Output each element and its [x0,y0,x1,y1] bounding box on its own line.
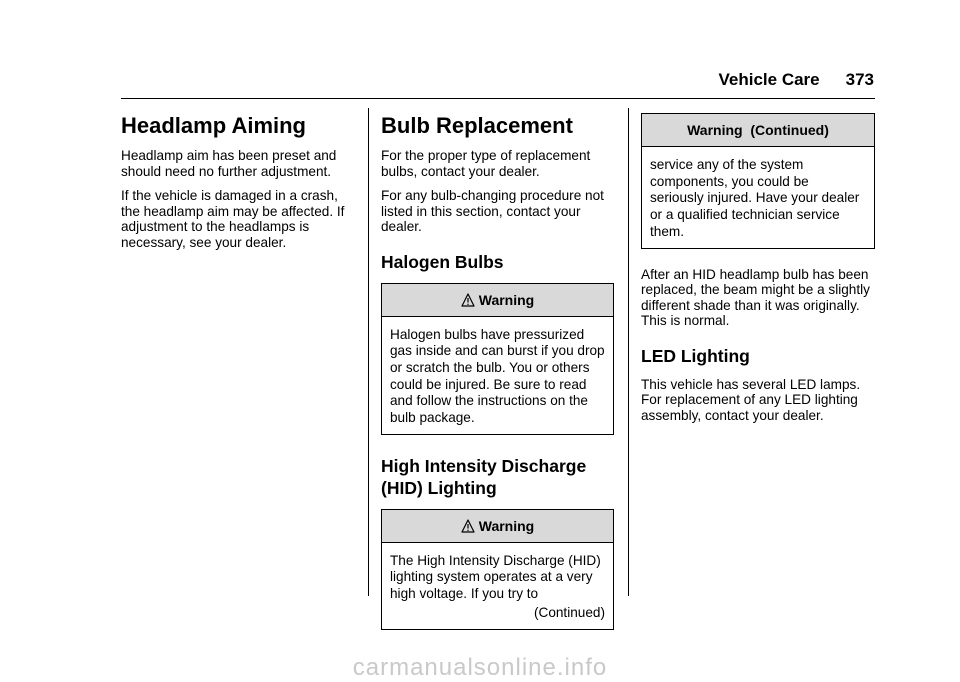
column-3 [641,113,875,432]
led-lighting-heading: LED Lighting [641,345,750,366]
hid-lighting-heading: High Intensity Discharge (HID) Lighting [381,455,587,498]
paragraph: For any bulb-changing procedure not listed in this section, contact your dealer. [381,188,604,234]
warning-title [382,510,613,543]
warning-box-hid [381,509,614,630]
warning-title: Warning (Continued) [642,114,874,147]
paragraph: For the proper type of replacement bulbs, contact your dealer. [381,148,591,179]
paragraph: This vehicle has several LED lamps. For replacement of any LED lighting assembly, contact your dealer. [641,376,861,423]
warning-text: The High Intensity Discharge (HID) lighting system operates at a very high voltage. If you try to [390,552,601,602]
warning-body: service any of the system components, you could be seriously injured. Have your dealer or a qualified technician service them. [650,157,860,239]
paragraph: Headlamp aim has been preset and should need no further adjustment. [121,148,337,179]
warning-label: Warning [478,517,535,534]
header-page-number: 373 [845,70,874,89]
halogen-bulbs-heading: Halogen Bulbs [381,251,504,272]
paragraph: If the vehicle is damaged in a crash, the headlamp aim may be affected. If adjustment to the headlamps is necessary, see your dealer. [121,188,345,250]
page-header [719,70,875,90]
continued-label: (Continued) [533,604,605,620]
warning-box-halogen [381,283,614,435]
paragraph: After an HID headlamp bulb has been replaced, the beam might be a slightly different shade than it was originally. This is normal. [641,266,870,329]
header-rule [121,98,875,99]
warning-body [382,543,613,629]
warning-label: Warning [478,291,535,308]
header-section: Vehicle Care [718,70,820,89]
warning-triangle-icon [461,293,475,307]
watermark: carmanualsonline.info [352,654,608,681]
headlamp-aiming-title: Headlamp Aiming [121,113,306,138]
warning-title [382,284,613,317]
warning-box-continued [641,113,875,249]
column-divider-2 [628,108,629,596]
bulb-replacement-title: Bulb Replacement [381,113,573,138]
column-2 [381,108,614,630]
column-divider-1 [368,108,369,596]
warning-body: Halogen bulbs have pressurized gas inside and can burst if you drop or scratch the bulb. You or others could be injured. Be sure to read and follow the instructions on the bulb package. [390,326,605,426]
column-1 [121,108,357,259]
warning-triangle-icon [461,519,475,533]
